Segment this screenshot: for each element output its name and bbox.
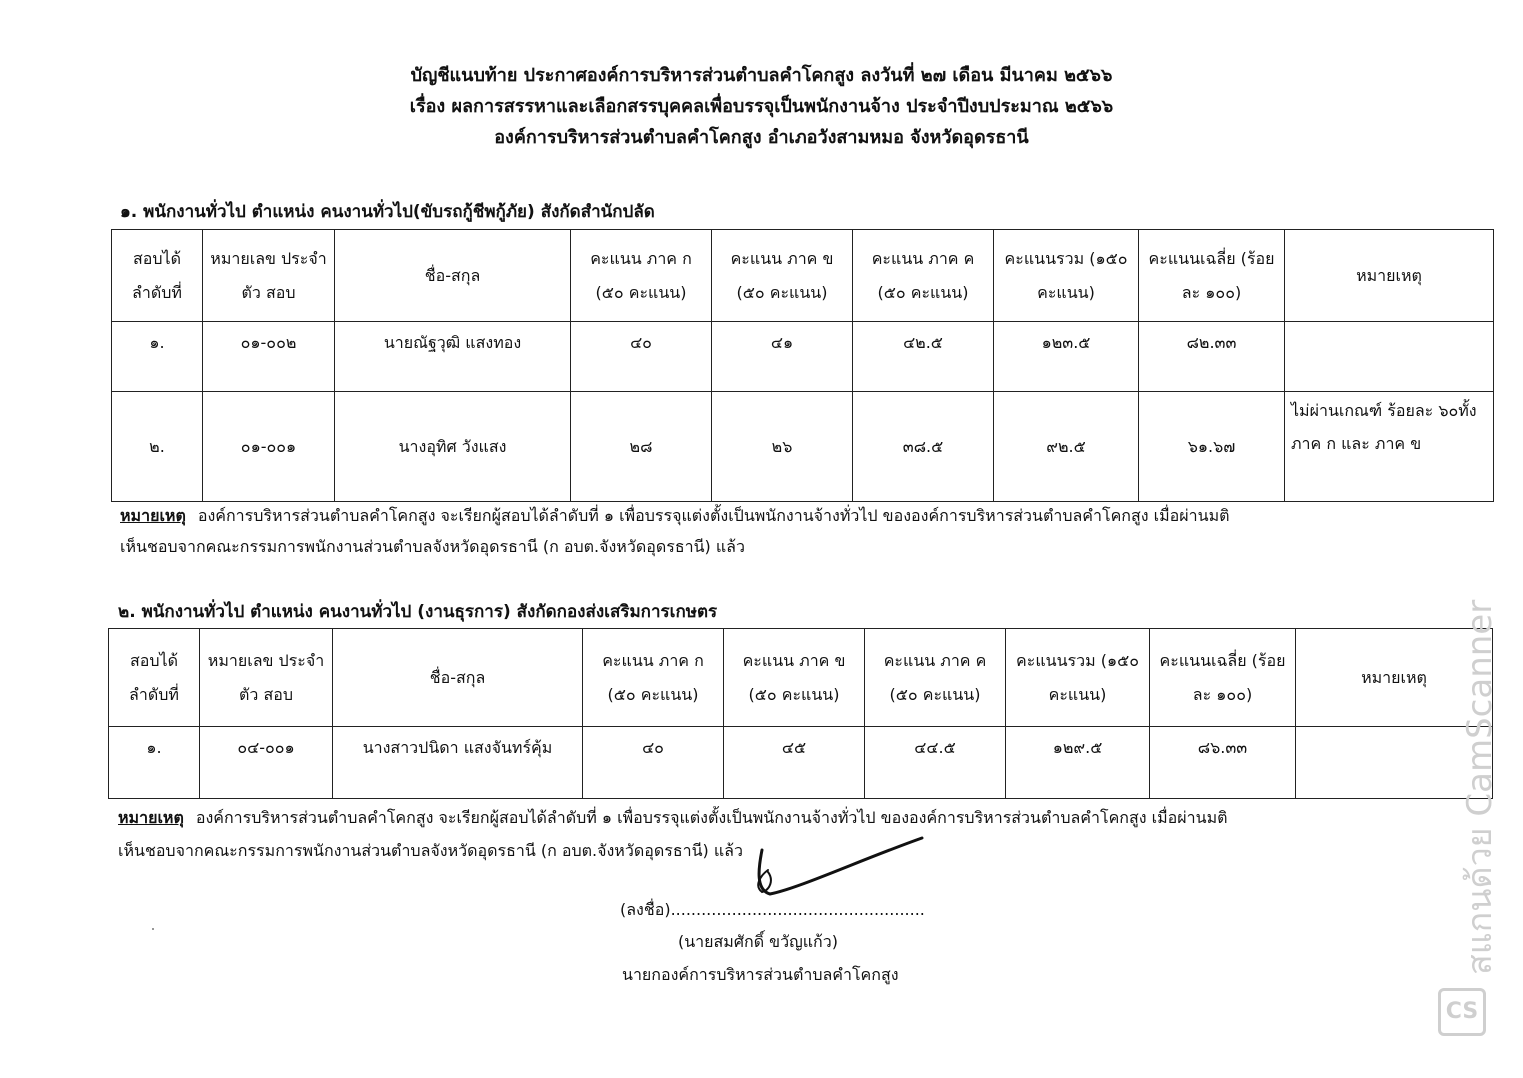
part-b-cell: ๔๑ [712,322,853,392]
section-1-note-line-1 [120,501,1230,531]
camscanner-logo-icon: CS [1438,988,1486,1036]
table-row [112,392,1494,502]
section-2-title: ๒. พนักงานทั่วไป ตำแหน่ง คนงานทั่วไป (งานธุรการ) สังกัดกองส่งเสริมการเกษตร [118,602,718,622]
id-cell: ๐๔-๐๐๑ [200,727,333,799]
table-header-row [109,629,1493,727]
col-remark-header: หมายเหตุ [1296,629,1493,727]
total-cell: ๙๒.๕ [994,392,1139,502]
part-b-cell: ๒๖ [712,392,853,502]
avg-cell: ๖๑.๖๗ [1139,392,1285,502]
section-1-table [111,229,1494,502]
camscanner-watermark-text: สแกนด้วย CamScanner [1460,599,1500,975]
col-part-c-header: คะแนน ภาค ค (๕๐ คะแนน) [853,230,994,322]
col-total-header: คะแนนรวม (๑๕๐ คะแนน) [994,230,1139,322]
name-cell: นางสาวปนิดา แสงจันทร์คุ้ม [333,727,583,799]
col-rank-header: สอบได้ ลำดับที่ [109,629,200,727]
part-c-cell: ๔๔.๕ [865,727,1006,799]
col-part-b-header: คะแนน ภาค ข (๕๐ คะแนน) [712,230,853,322]
rank-cell: ๑. [112,322,203,392]
note-label: หมายเหตุ [118,808,184,827]
col-part-c-header: คะแนน ภาค ค (๕๐ คะแนน) [865,629,1006,727]
section-2-note-line-1 [118,803,1228,833]
scan-speck [152,928,154,930]
header-line-3: องค์การบริหารส่วนตำบลคำโคกสูง อำเภอวังสามหมอ จังหวัดอุดรธานี [494,127,1029,148]
avg-cell: ๘๖.๓๓ [1150,727,1296,799]
col-avg-header: คะแนนเฉลี่ย (ร้อยละ ๑๐๐) [1139,230,1285,322]
note-text: องค์การบริหารส่วนตำบลคำโคกสูง จะเรียกผู้สอบได้ลำดับที่ ๑ เพื่อบรรจุแต่งตั้งเป็นพนักงานจ้างทั่วไป ขององค์การบริหารส่วนตำบลคำโคกสูง เมื่อผ่านมติ [195,808,1228,827]
remark-cell: ไม่ผ่านเกณฑ์ ร้อยละ ๖๐ทั้งภาค ก และ ภาค ข [1285,392,1494,502]
total-cell: ๑๒๓.๕ [994,322,1139,392]
table-header-row [112,230,1494,322]
name-cell: นางอุทิศ วังแสง [335,392,571,502]
section-1-title: ๑. พนักงานทั่วไป ตำแหน่ง คนงานทั่วไป(ขับรถกู้ชีพกู้ภัย) สังกัดสำนักปลัด [120,202,655,222]
signature-line: (ลงชื่อ).................................................. [620,900,925,919]
avg-cell: ๘๒.๓๓ [1139,322,1285,392]
id-cell: ๐๑-๐๐๒ [203,322,335,392]
signatory-position: นายกองค์การบริหารส่วนตำบลคำโคกสูง [622,965,899,984]
part-b-cell: ๔๕ [724,727,865,799]
part-a-cell: ๔๐ [583,727,724,799]
header-line-2: เรื่อง ผลการสรรหาและเลือกสรรบุคคลเพื่อบรรจุเป็นพนักงานจ้าง ประจำปีงบประมาณ ๒๕๖๖ [409,96,1114,117]
section-1-note-line-2: เห็นชอบจากคณะกรรมการพนักงานส่วนตำบลจังหวัดอุดรธานี (ก อบต.จังหวัดอุดรธานี) แล้ว [120,537,745,556]
col-part-b-header: คะแนน ภาค ข (๕๐ คะแนน) [724,629,865,727]
header-line-1: บัญชีแนบท้าย ประกาศองค์การบริหารส่วนตำบลคำโคกสูง ลงวันที่ ๒๗ เดือน มีนาคม ๒๕๖๖ [410,65,1113,86]
part-a-cell: ๒๘ [571,392,712,502]
col-id-header: หมายเลข ประจำตัว สอบ [200,629,333,727]
note-label: หมายเหตุ [120,506,186,525]
remark-cell [1285,322,1494,392]
col-part-a-header: คะแนน ภาค ก (๕๐ คะแนน) [571,230,712,322]
note-text: องค์การบริหารส่วนตำบลคำโคกสูง จะเรียกผู้สอบได้ลำดับที่ ๑ เพื่อบรรจุแต่งตั้งเป็นพนักงานจ้างทั่วไป ขององค์การบริหารส่วนตำบลคำโคกสูง เมื่อผ่านมติ [197,506,1230,525]
col-name-header: ชื่อ-สกุล [335,230,571,322]
name-cell: นายณัฐวุฒิ แสงทอง [335,322,571,392]
part-a-cell: ๔๐ [571,322,712,392]
part-c-cell: ๔๒.๕ [853,322,994,392]
col-rank-header: สอบได้ ลำดับที่ [112,230,203,322]
col-avg-header: คะแนนเฉลี่ย (ร้อยละ ๑๐๐) [1150,629,1296,727]
rank-cell: ๑. [109,727,200,799]
col-name-header: ชื่อ-สกุล [333,629,583,727]
signatory-name: (นายสมศักดิ์ ขวัญแก้ว) [678,932,838,951]
col-remark-header: หมายเหตุ [1285,230,1494,322]
table-row [109,727,1493,799]
col-id-header: หมายเลข ประจำตัว สอบ [203,230,335,322]
table-row [112,322,1494,392]
col-total-header: คะแนนรวม (๑๕๐ คะแนน) [1006,629,1150,727]
rank-cell: ๒. [112,392,203,502]
part-c-cell: ๓๘.๕ [853,392,994,502]
id-cell: ๐๑-๐๐๑ [203,392,335,502]
section-2-table [108,628,1493,799]
col-part-a-header: คะแนน ภาค ก (๕๐ คะแนน) [583,629,724,727]
section-2-note-line-2: เห็นชอบจากคณะกรรมการพนักงานส่วนตำบลจังหวัดอุดรธานี (ก อบต.จังหวัดอุดรธานี) แล้ว [118,841,743,860]
document-header [0,60,1523,153]
total-cell: ๑๒๙.๕ [1006,727,1150,799]
